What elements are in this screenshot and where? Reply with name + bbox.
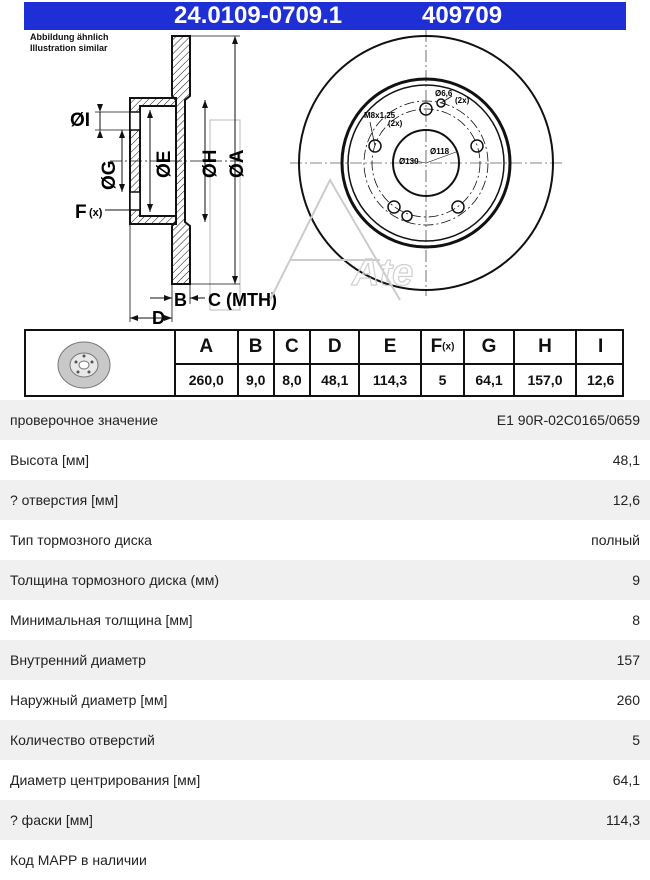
- property-row: [0, 400, 650, 440]
- spec-header: F: [430, 336, 443, 357]
- label-thread: M8x1,25: [364, 111, 396, 120]
- spec-header: G: [464, 331, 513, 364]
- spec-header: B: [238, 331, 274, 364]
- property-row: [0, 640, 650, 680]
- label-thread-count: (2x): [388, 119, 403, 128]
- spec-header: C: [274, 331, 310, 364]
- property-label: Высота [мм]: [10, 452, 89, 468]
- property-row: [0, 720, 650, 760]
- note-line-1: Abbildung ähnlich: [30, 32, 109, 42]
- label-dim-g: ØG: [99, 160, 120, 190]
- spec-value: 9,0: [238, 364, 274, 395]
- header-bar: [24, 2, 626, 30]
- ate-logo-watermark: Ate: [352, 252, 414, 294]
- spec-value: 114,3: [359, 364, 420, 395]
- spec-header: H: [514, 331, 577, 364]
- property-label: Диаметр центрирования [мм]: [10, 772, 201, 788]
- property-row: [0, 760, 650, 800]
- spec-header: A: [175, 331, 238, 364]
- property-value: E1 90R-02C0165/0659: [496, 412, 640, 428]
- property-label: ? отверстия [мм]: [10, 492, 119, 508]
- spec-header-f-sub: (x): [442, 341, 455, 353]
- properties-list: [0, 400, 650, 880]
- spec-value: 48,1: [310, 364, 359, 395]
- spec-value: 12,6: [576, 364, 624, 395]
- property-value: 12,6: [612, 492, 640, 508]
- label-dim-h: ØH: [200, 149, 221, 178]
- label-dim-f-sub: (x): [89, 207, 103, 219]
- label-d118: Ø118: [430, 147, 450, 156]
- label-dim-a: ØA: [227, 149, 248, 178]
- property-row: [0, 480, 650, 520]
- property-label: ? фаски [мм]: [10, 812, 93, 828]
- property-value: 157: [616, 652, 640, 668]
- property-row: [0, 680, 650, 720]
- property-label: Код MAPP в наличии: [10, 852, 147, 868]
- part-number: 24.0109-0709.1: [174, 2, 343, 29]
- label-hole-66-count: (2x): [455, 96, 470, 105]
- property-label: Внутренний диаметр: [10, 652, 146, 668]
- property-label: Тип тормозного диска: [10, 532, 152, 548]
- property-label: проверочное значение: [10, 412, 159, 428]
- property-value: 5: [632, 732, 640, 748]
- label-dim-b: B: [174, 290, 187, 310]
- spec-value: 5: [421, 364, 465, 395]
- property-value: 48,1: [612, 452, 640, 468]
- property-label: Наружный диаметр [мм]: [10, 692, 168, 708]
- spec-header: D: [310, 331, 359, 364]
- spec-header-f: [421, 331, 465, 364]
- property-label: Толщина тормозного диска (мм): [10, 572, 220, 588]
- property-row: [0, 840, 650, 880]
- disc-thumbnail-icon: [26, 331, 174, 395]
- label-dim-i: ØI: [70, 110, 91, 131]
- spec-header: I: [576, 331, 624, 364]
- spec-grid: [174, 331, 624, 395]
- property-value: 9: [632, 572, 640, 588]
- property-row: [0, 440, 650, 480]
- label-dim-f: F: [75, 202, 87, 223]
- label-dim-d: D: [152, 308, 165, 326]
- property-value: 260: [616, 692, 640, 708]
- label-hole-66: Ø6,6: [435, 89, 453, 98]
- property-value: 64,1: [612, 772, 640, 788]
- spec-table: [24, 329, 624, 397]
- note-line-2: Illustration similar: [30, 43, 108, 53]
- spec-header: E: [359, 331, 420, 364]
- spec-value: 157,0: [514, 364, 577, 395]
- property-row: [0, 560, 650, 600]
- spec-value: 8,0: [274, 364, 310, 395]
- spec-value: 260,0: [175, 364, 238, 395]
- property-row: [0, 800, 650, 840]
- label-dim-c: C (MTH): [208, 290, 277, 310]
- property-value: 8: [632, 612, 640, 628]
- property-label: Минимальная толщина [мм]: [10, 612, 193, 628]
- property-label: Количество отверстий: [10, 732, 155, 748]
- reference-number: 409709: [422, 2, 503, 29]
- brake-disc-drawing: [0, 30, 650, 326]
- label-d130: Ø130: [399, 157, 419, 166]
- property-value: полный: [591, 532, 640, 548]
- property-value: 114,3: [606, 812, 640, 828]
- label-dim-e: ØE: [154, 150, 175, 178]
- spec-value: 64,1: [464, 364, 513, 395]
- property-row: [0, 600, 650, 640]
- property-row: [0, 520, 650, 560]
